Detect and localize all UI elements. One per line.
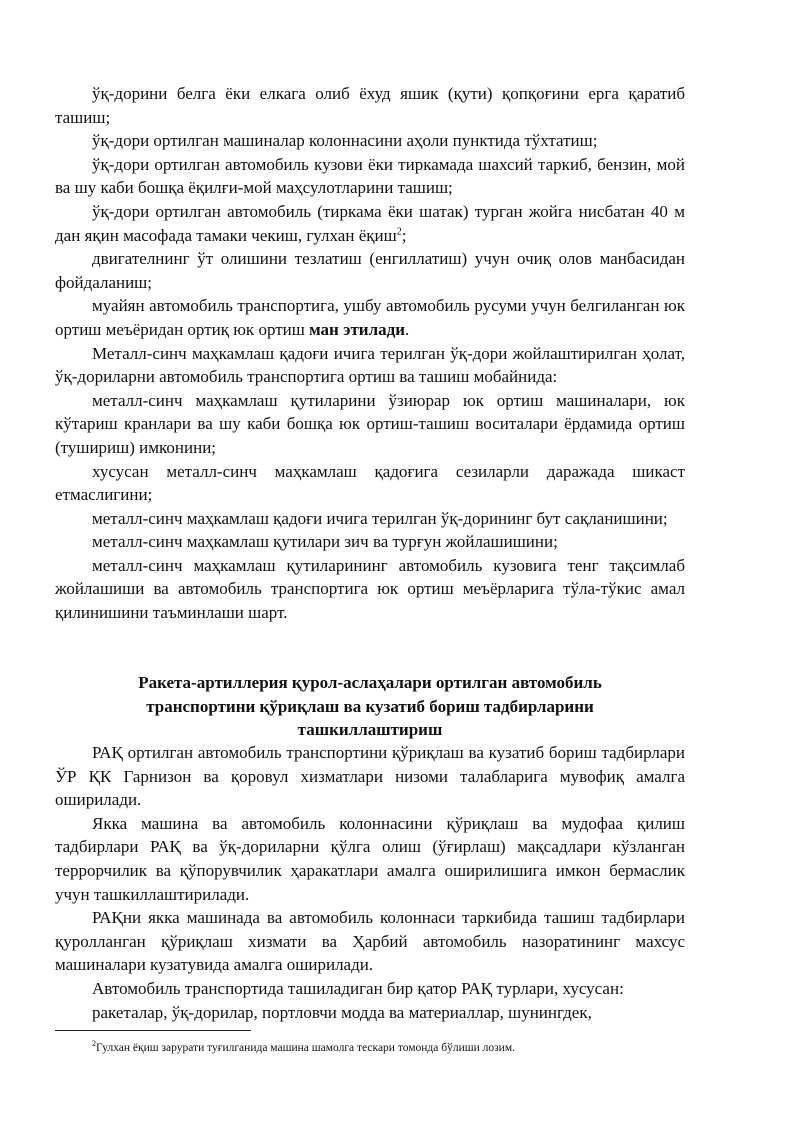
paragraph: ўқ-дорини белга ёки елкага олиб ёхуд яшик (қути) қопқоғини ерга қаратиб ташиш;	[55, 84, 685, 127]
heading-line: Ракета-артиллерия қурол-аслаҳалари ортилган автомобиль	[138, 673, 602, 692]
bold-phrase: ман этилади	[309, 319, 406, 339]
paragraph: РАҚ ортилган автомобиль транспортини қўриқлаш ва кузатиб бориш тадбирлари ЎР ҚК Гарнизон ва қоровул хизматлари низоми талабларига мувофиқ амалга оширилади.	[55, 743, 685, 810]
paragraph: РАҚни якка машинада ва автомобиль колоннаси таркибида ташиш тадбирлари қуролланган қўриқлаш хизмати ва Ҳарбий автомобиль назоратининг махсус машиналари кузатувида амалга оширилади.	[55, 908, 685, 975]
paragraph: Якка машина ва автомобиль колоннасини қўриқлаш ва мудофаа қилиш тадбирлари РАҚ ва ўқ-дориларни қўлга олиш (ўғирлаш) мақсадлари кўзланган террорчилик ва қўпорувчилик ҳаракатлари амалга оширилишига имкон бермаслик учун ташкиллаштирилади.	[55, 813, 685, 904]
footnote-reference[interactable]: 2	[396, 225, 402, 237]
paragraph: двигателнинг ўт олишини тезлатиш (енгиллатиш) учун очиқ олов манбасидан фойдаланиш;	[55, 249, 685, 292]
paragraph: металл-синч маҳкамлаш қутиларининг автомобиль кузовига тенг тақсимлаб жойлашиши ва автомобиль транспортига юк ортиш меъёрларига тўла-тўкис амал қилинишини таъминлаши шарт.	[55, 555, 685, 623]
paragraph: ракеталар, ўқ-дорилар, портловчи модда ва материаллар, шунингдек,	[92, 1002, 592, 1022]
paragraph-with-footnote-ref	[55, 200, 685, 247]
paragraph: ўқ-дори ортилган машиналар колоннасини аҳоли пунктида тўхтатиш;	[92, 131, 598, 151]
body-text-top	[55, 82, 685, 625]
footnote	[92, 1040, 692, 1056]
paragraph: Металл-синч маҳкамлаш қадоғи ичига терилган ўқ-дори жойлаштирилган ҳолат, ўқ-дориларни автомобиль транспортига ортиш ва ташиш мобайнида:	[55, 343, 685, 387]
body-text-bottom	[55, 741, 685, 1024]
footnote-text: Гулхан ёқиш зарурати туғилганида машина шамолга тескари томонда бўлиши лозим.	[96, 1042, 515, 1054]
paragraph-text: муайян автомобиль транспортига, ушбу автомобиль русуми учун белгиланган юк ортиш меъёридан ортиқ юк ортиш	[55, 296, 685, 339]
paragraph: металл-синч маҳкамлаш қутиларини ўзиюрар юк ортиш машиналари, юк кўтариш кранлари ва шу каби бошқа юк ортиш-ташиш воситалари ёрдамида ортиш (тушириш) имконини;	[55, 390, 685, 457]
paragraph: металл-синч маҳкамлаш қадоғи ичига терилган ўқ-дорининг бут сақланишини;	[92, 508, 668, 528]
footnote-number: 2	[92, 1039, 96, 1049]
heading-line: транспортини қўриқлаш ва кузатиб бориш тадбирларини	[146, 696, 594, 716]
paragraph: хусусан металл-синч маҳкамлаш қадоғига сезиларли даражада шикаст етмаслигини;	[55, 461, 685, 505]
section-heading	[55, 671, 685, 742]
paragraph: ўқ-дори ортилган автомобиль кузови ёки тиркамада шахсий таркиб, бензин, мой ва шу каби бошқа ёқилғи-мой маҳсулотларини ташиш;	[55, 154, 685, 198]
footnote-divider	[55, 1030, 251, 1031]
paragraph-suffix: ;	[401, 225, 407, 245]
paragraph: Автомобиль транспортида ташиладиган бир қатор РАҚ турлари, хусусан:	[92, 978, 624, 998]
paragraph-suffix: .	[405, 319, 410, 339]
paragraph-text: ўқ-дори ортилган автомобиль (тиркама ёки шатак) турган жойга нисбатан 40 м дан яқин масофада тамаки чекиш, гулхан ёқиш	[55, 201, 685, 245]
paragraph: металл-синч маҳкамлаш қутилари зич ва турғун жойлашишини;	[92, 532, 558, 552]
heading-line: ташкиллаштириш	[297, 720, 443, 740]
paragraph-with-bold	[55, 294, 685, 341]
